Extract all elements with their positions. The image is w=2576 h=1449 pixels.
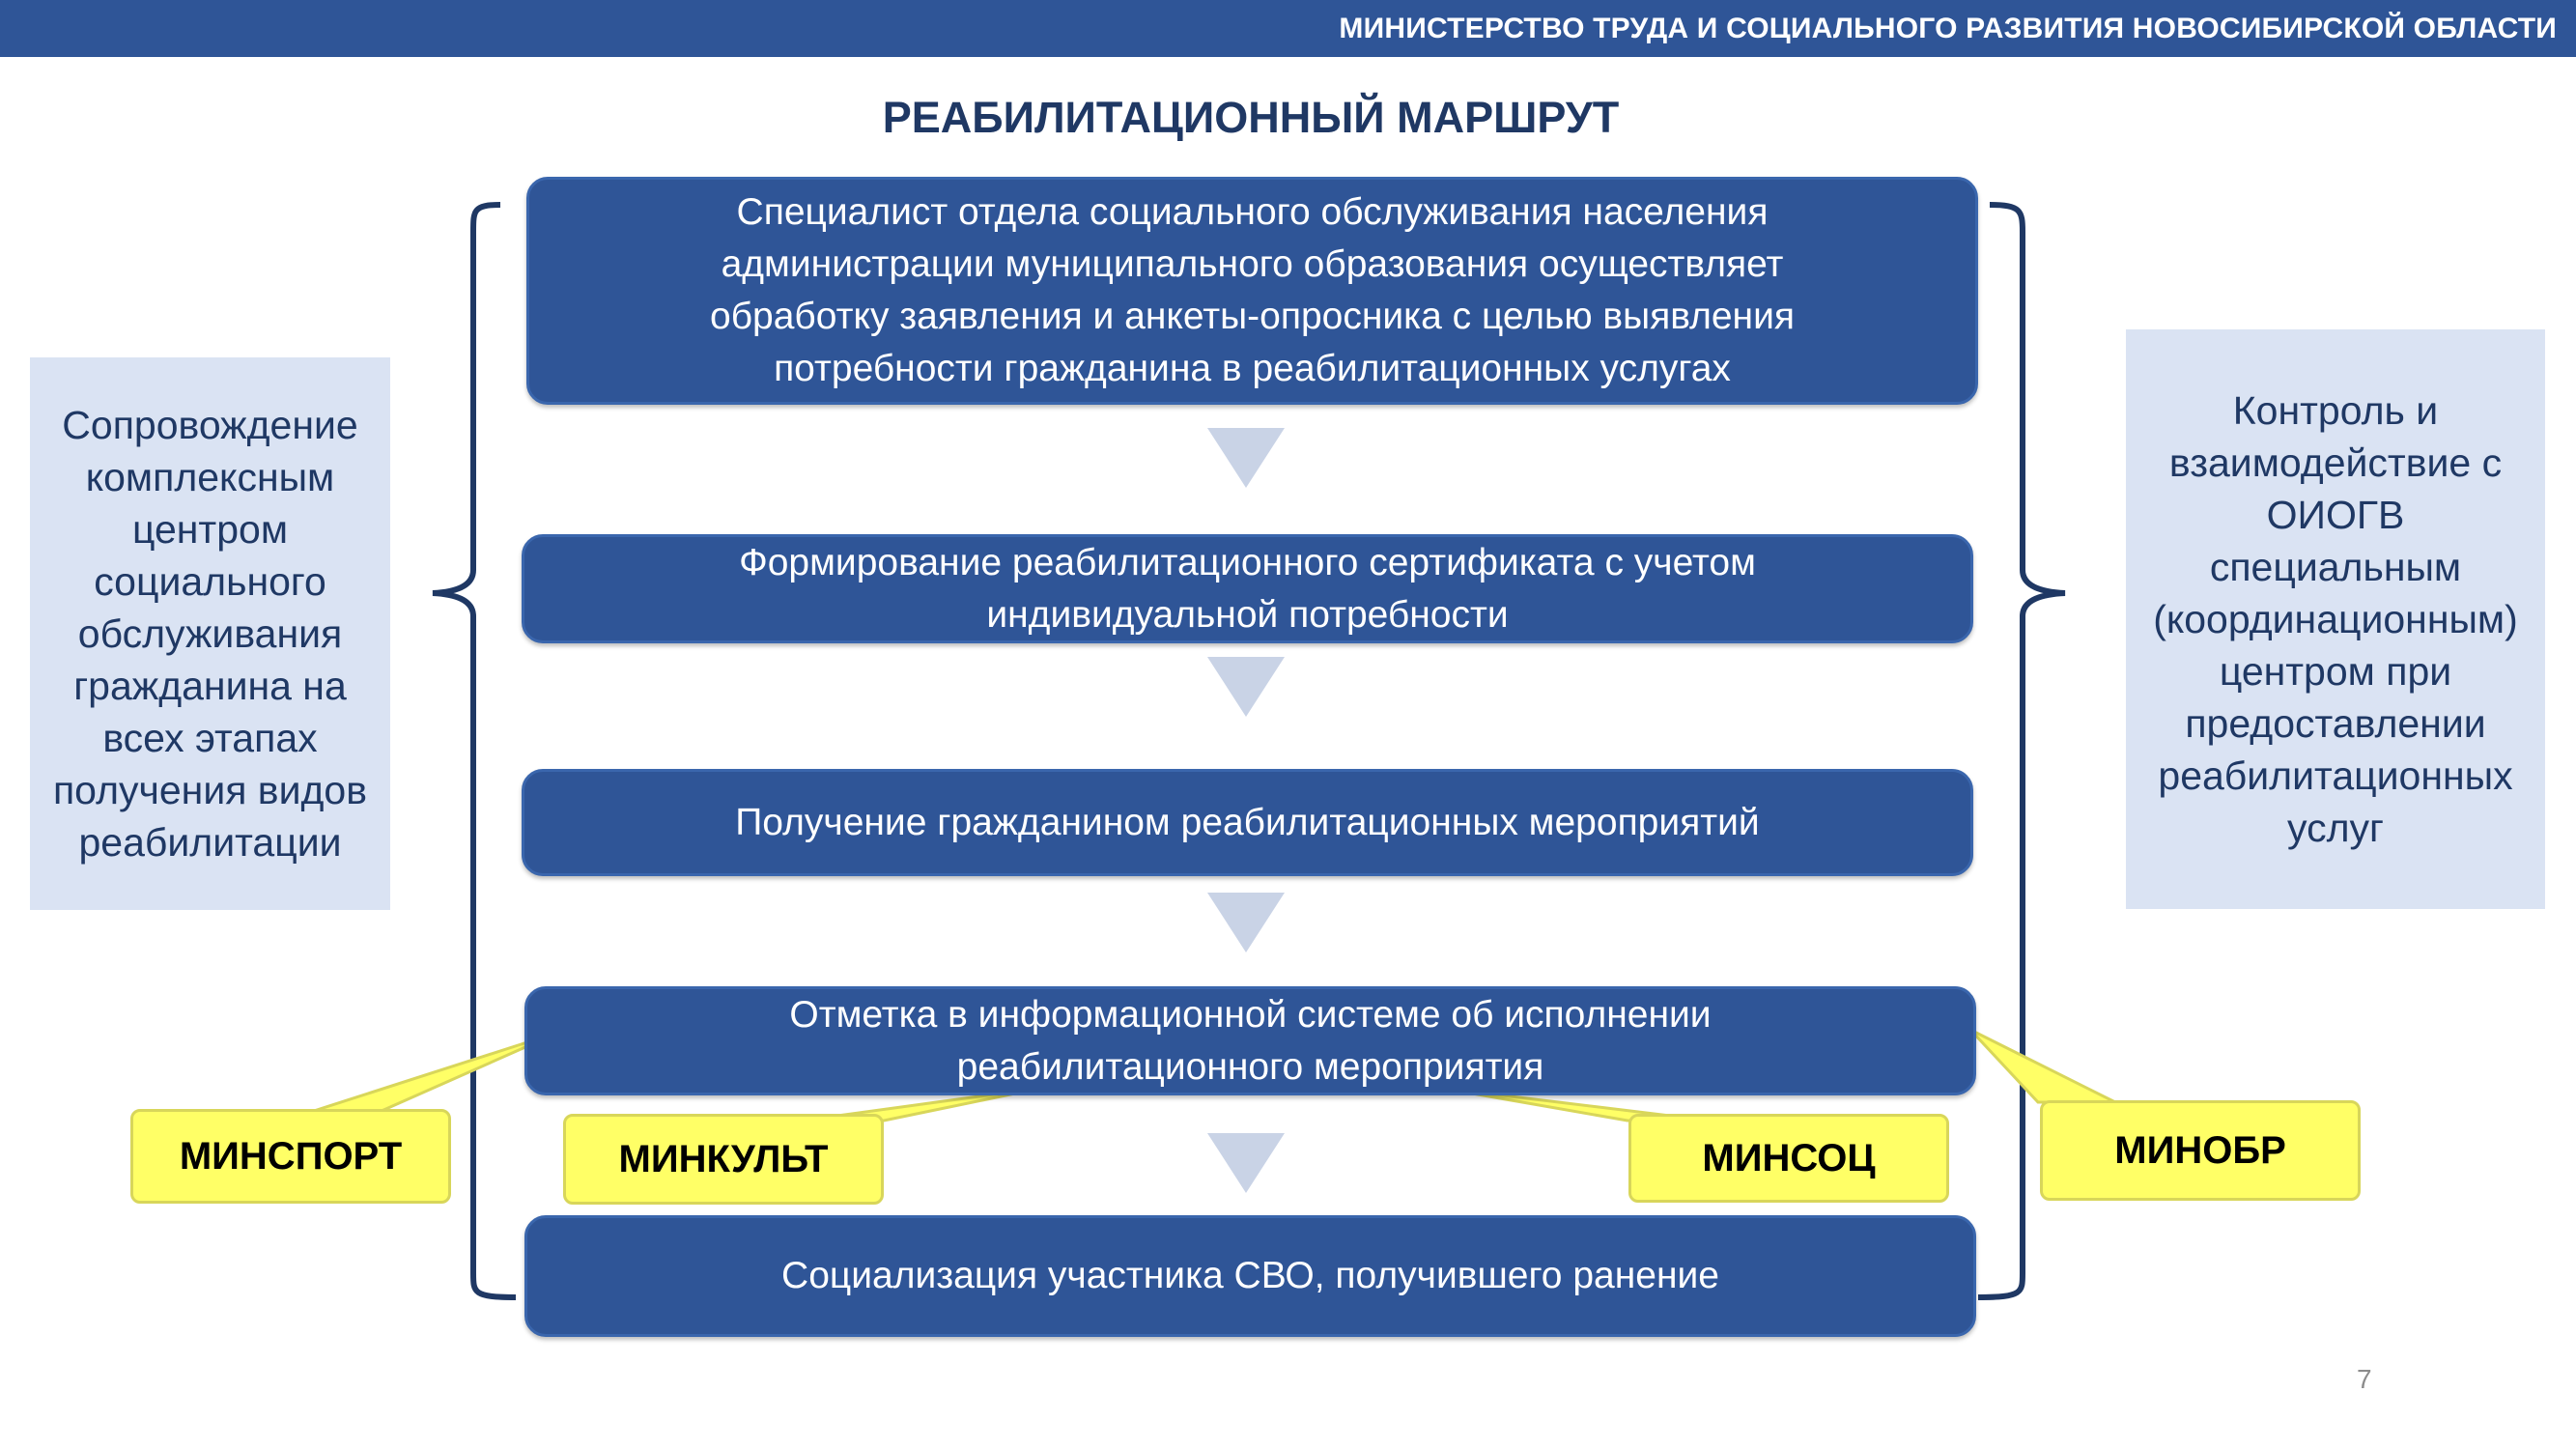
tag-minkult: МИНКУЛЬТ — [563, 1114, 884, 1205]
slide-title: РЕАБИЛИТАЦИОННЫЙ МАРШРУТ — [882, 93, 1620, 142]
tag-minsots: МИНСОЦ — [1628, 1114, 1949, 1203]
arrow-down-icon — [1207, 657, 1285, 717]
right-control-note: Контроль и взаимодействие с ОИОГВ специальным (координационным) центром при предоставлении реабилитационных услуг — [2126, 329, 2545, 909]
step-1-application-processing: Специалист отдела социального обслуживания населения администрации муниципального образования осуществляет обработку заявления и анкеты-опросника с целью выявления потребности гражданина в реабилитационных услугах — [526, 177, 1978, 405]
step-4-information-system-mark: Отметка в информационной системе об исполнении реабилитационного мероприятия — [524, 986, 1976, 1095]
minobr-pointer — [1970, 1030, 2115, 1102]
step-2-certificate-formation: Формирование реабилитационного сертификата с учетом индивидуальной потребности — [522, 534, 1973, 643]
arrow-down-icon — [1207, 1133, 1285, 1193]
tag-minsport: МИНСПОРТ — [130, 1109, 451, 1204]
arrow-down-icon — [1207, 428, 1285, 488]
step-5-socialization: Социализация участника СВО, получившего ранение — [524, 1215, 1976, 1337]
ministry-name: МИНИСТЕРСТВО ТРУДА И СОЦИАЛЬНОГО РАЗВИТИЯ НОВОСИБИРСКОЙ ОБЛАСТИ — [1339, 13, 2557, 44]
page-number: 7 — [2357, 1364, 2372, 1394]
minsport-pointer — [314, 1032, 560, 1111]
tag-minobr: МИНОБР — [2040, 1100, 2361, 1201]
left-support-note: Сопровождение комплексным центром социального обслуживания гражданина на всех этапах получения видов реабилитации — [30, 357, 390, 910]
step-3-receiving-measures: Получение гражданином реабилитационных мероприятий — [522, 769, 1973, 876]
arrow-down-icon — [1207, 893, 1285, 952]
